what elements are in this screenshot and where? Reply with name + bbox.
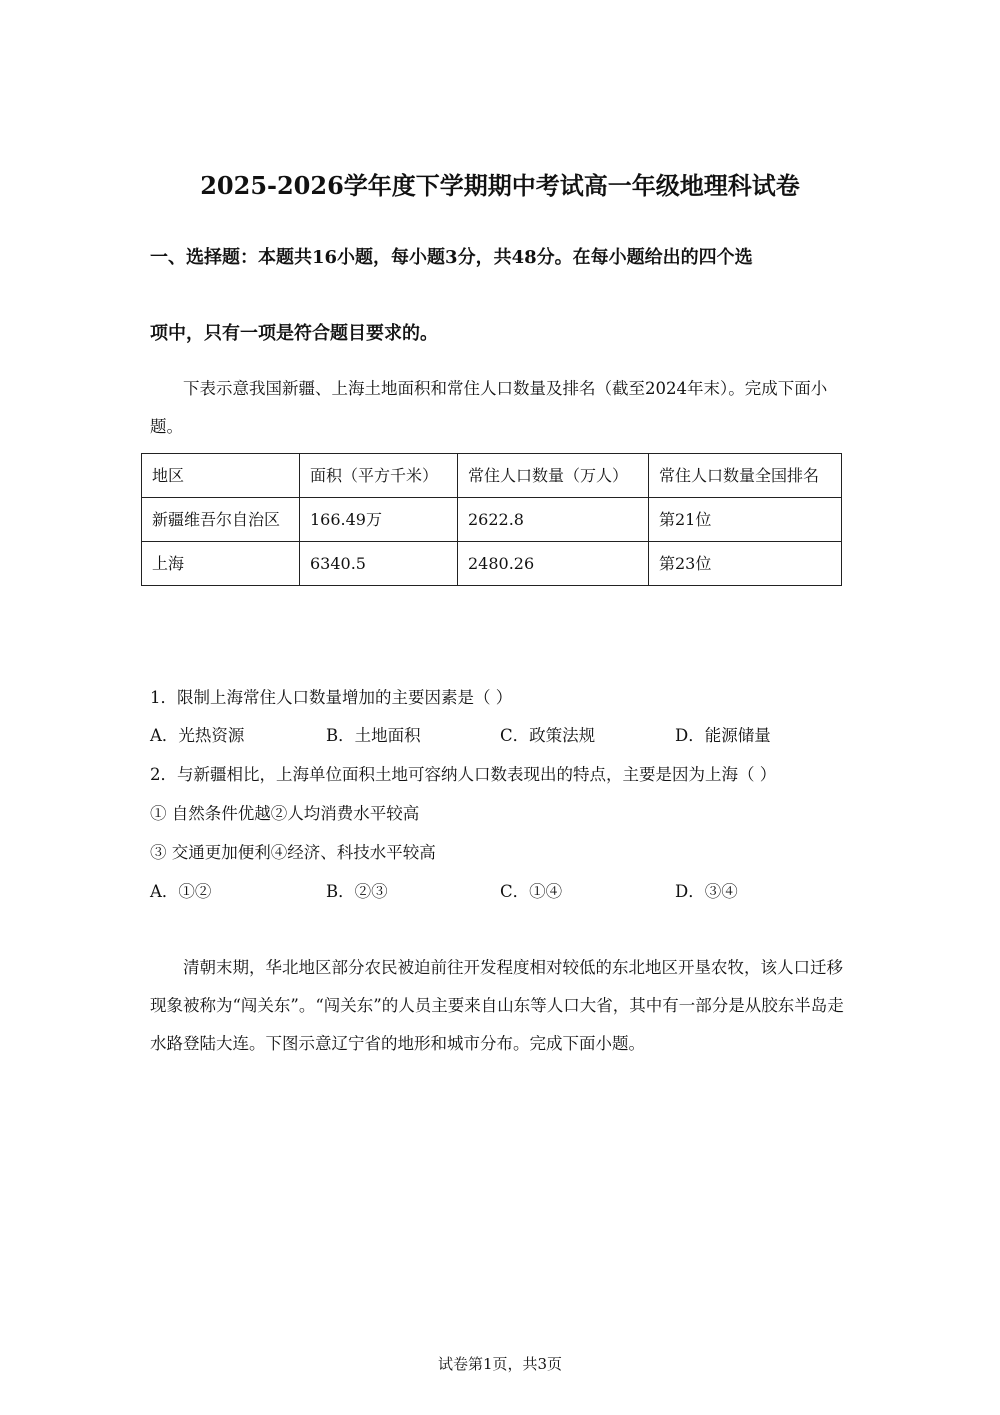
q1-option-d: D．能源储量 (675, 726, 771, 745)
question-1-stem: 1．限制上海常住人口数量增加的主要因素是（ ） (150, 688, 513, 707)
table-header-row (142, 454, 842, 498)
question-2-item-line1: ① 自然条件优越②人均消费水平较高 (150, 804, 420, 823)
table-row (142, 542, 842, 586)
table-row (142, 498, 842, 542)
table-cell: 2622.8 (458, 498, 649, 542)
q1-option-b: B．土地面积 (326, 726, 421, 745)
question-2-item-line2: ③ 交通更加便利④经济、科技水平较高 (150, 843, 436, 862)
passage-migration: 清朝末期，华北地区部分农民被迫前往开发程度相对较低的东北地区开垦农牧，该人口迁移现象被称为“闯关东”。“闯关东”的人员主要来自山东等人口大省，其中有一部分是从胶东半岛走水路登陆大连。下图示意辽宁省的地形和城市分布。完成下面小题。 (150, 958, 844, 1053)
q1-option-c: C．政策法规 (500, 726, 596, 745)
table-cell: 上海 (142, 542, 300, 586)
table-cell: 新疆维吾尔自治区 (142, 498, 300, 542)
table-header-cell: 常住人口数量全国排名 (649, 454, 842, 498)
q1-option-a: A．光热资源 (150, 726, 245, 745)
q2-option-c: C．①④ (500, 882, 563, 901)
section-heading-line2: 项中，只有一项是符合题目要求的。 (150, 323, 438, 344)
question-2-stem: 2．与新疆相比，上海单位面积土地可容纳人口数表现出的特点，主要是因为上海（ ） (150, 765, 777, 784)
table-cell: 第23位 (649, 542, 842, 586)
table-cell: 2480.26 (458, 542, 649, 586)
population-table (141, 453, 842, 586)
section-heading-line1: 一、选择题：本题共16小题，每小题3分，共48分。在每小题给出的四个选 (150, 247, 753, 268)
passage-table-intro: 下表示意我国新疆、上海土地面积和常住人口数量及排名（截至2024年末）。完成下面小题。 (150, 379, 828, 436)
table-cell: 6340.5 (300, 542, 458, 586)
table-header-cell: 地区 (142, 454, 300, 498)
exam-title: 2025-2026学年度下学期期中考试高一年级地理科试卷 (200, 171, 800, 200)
table-cell: 166.49万 (300, 498, 458, 542)
table-header-cell: 面积（平方千米） (300, 454, 458, 498)
table-cell: 第21位 (649, 498, 842, 542)
q2-option-a: A．①② (150, 882, 212, 901)
page-footer: 试卷第1页，共3页 (437, 1355, 563, 1373)
q2-option-d: D．③④ (675, 882, 738, 901)
q2-option-b: B．②③ (326, 882, 388, 901)
table-header-cell: 常住人口数量（万人） (458, 454, 649, 498)
